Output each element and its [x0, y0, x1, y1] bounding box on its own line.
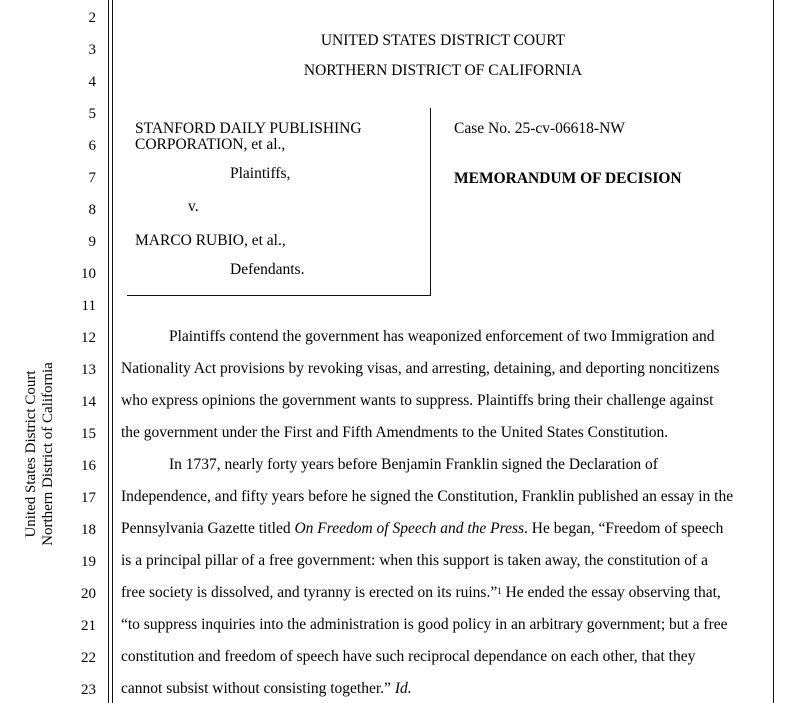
caption-bottom-rule: [127, 295, 431, 296]
line-number: 11: [81, 298, 96, 314]
district-name: NORTHERN DISTRICT OF CALIFORNIA: [303, 62, 583, 79]
line-number: 21: [81, 618, 96, 634]
line-number: 22: [81, 650, 96, 666]
line-number: 7: [88, 170, 96, 186]
body-line: [121, 520, 771, 538]
caption-divider: [430, 108, 431, 296]
line-number: 16: [81, 458, 96, 474]
line-number: 8: [88, 202, 96, 218]
line-number: 19: [81, 554, 96, 570]
body-line: “to suppress inquiries into the administration is good policy in an arbitrary government; but a free: [121, 616, 728, 633]
case-number: Case No. 25-cv-06618-NW: [454, 120, 625, 137]
line-number: 20: [81, 586, 96, 602]
line-number: 4: [88, 74, 96, 90]
line-number: 12: [81, 330, 96, 346]
left-margin-rule-inner: [112, 0, 113, 703]
defendant-name: MARCO RUBIO, et al.,: [135, 232, 286, 249]
line-number: 15: [81, 426, 96, 442]
body-text: cannot subsist without consisting together.”: [121, 680, 395, 697]
line-number: 13: [81, 362, 96, 378]
citation-id: Id.: [394, 680, 412, 697]
plaintiffs-role: Plaintiffs,: [230, 165, 291, 182]
right-margin-rule: [773, 0, 774, 703]
line-number: 10: [81, 266, 96, 282]
body-text: He ended the essay observing that,: [501, 584, 721, 601]
line-number: 18: [81, 522, 96, 538]
line-number: 3: [88, 42, 96, 58]
plaintiff-name-line1: STANFORD DAILY PUBLISHING: [135, 120, 362, 137]
side-label-line2: Northern District of California: [40, 362, 56, 546]
body-line: is a principal pillar of a free government: when this support is taken away, the constitution of a: [121, 552, 708, 569]
defendants-role: Defendants.: [230, 261, 305, 278]
plaintiff-name-line2: CORPORATION, et al.,: [135, 136, 286, 153]
body-line: [121, 584, 771, 602]
side-label-line1: United States District Court: [23, 370, 39, 538]
body-text: Pennsylvania Gazette titled: [121, 520, 295, 537]
left-margin-rule: [108, 0, 109, 703]
line-number: 2: [88, 10, 96, 26]
line-number: 6: [88, 138, 96, 154]
document-title: MEMORANDUM OF DECISION: [454, 170, 682, 187]
body-line: Nationality Act provisions by revoking visas, and arresting, detaining, and deporting noncitizens: [121, 360, 720, 377]
footnote-marker[interactable]: 1: [497, 586, 502, 596]
line-number: 9: [88, 234, 96, 250]
body-line: Independence, and fifty years before he signed the Constitution, Franklin published an essay in the: [121, 488, 734, 505]
body-line: constitution and freedom of speech have such reciprocal dependance on each other, that they: [121, 648, 696, 665]
line-number: 14: [81, 394, 96, 410]
court-side-label: [23, 324, 57, 584]
body-text: free society is dissolved, and tyranny is erected on its ruins.”: [121, 584, 498, 601]
body-line: Plaintiffs contend the government has weaponized enforcement of two Immigration and: [169, 328, 715, 345]
body-line: the government under the First and Fifth Amendments to the United States Constitution.: [121, 424, 669, 441]
body-text: . He began, “Freedom of speech: [524, 520, 724, 537]
versus: v.: [188, 198, 199, 215]
line-number: 17: [81, 490, 96, 506]
line-number: 5: [88, 106, 96, 122]
court-name: UNITED STATES DISTRICT COURT: [320, 32, 566, 49]
essay-title: On Freedom of Speech and the Press: [294, 520, 525, 537]
body-line: [121, 680, 771, 698]
line-number: 23: [81, 682, 96, 698]
body-line: who express opinions the government wants to suppress. Plaintiffs bring their challenge against: [121, 392, 714, 409]
body-line: In 1737, nearly forty years before Benjamin Franklin signed the Declaration of: [169, 456, 658, 473]
